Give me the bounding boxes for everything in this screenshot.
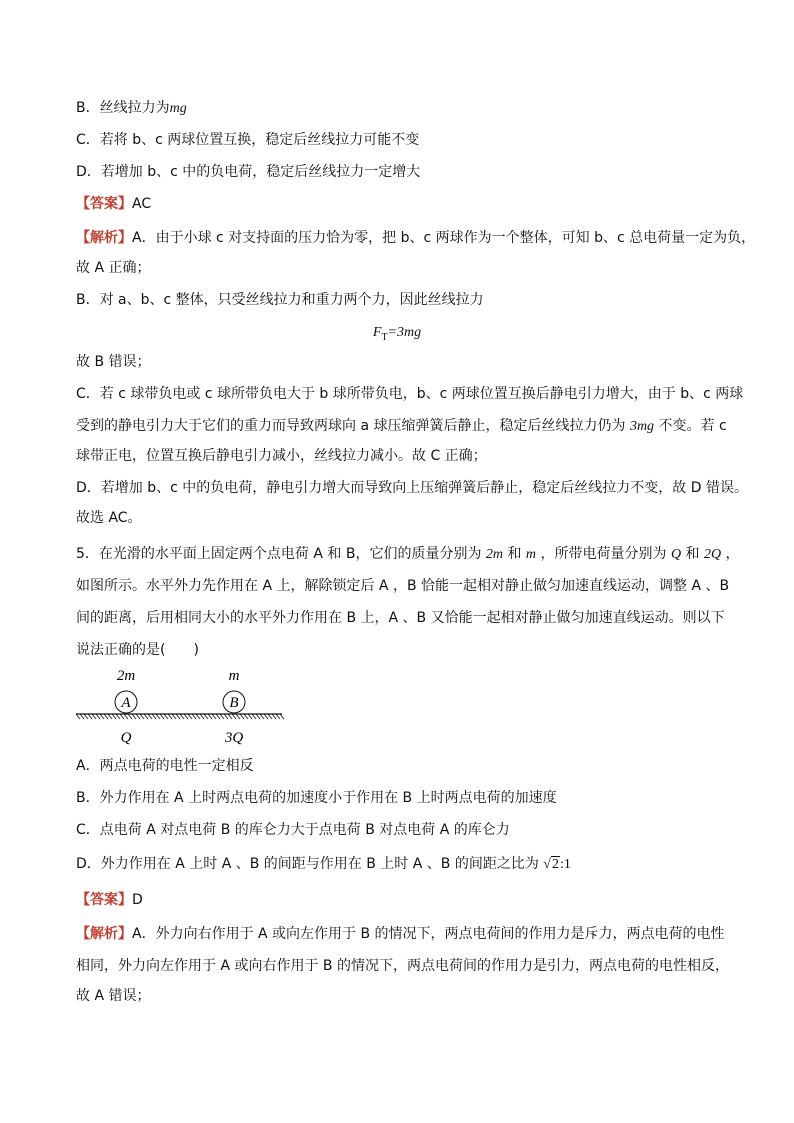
hatch-stroke [144, 714, 148, 719]
q5-option-d [76, 854, 571, 875]
hatch-stroke [216, 714, 220, 719]
hatch-stroke [228, 714, 232, 719]
q5-answer-line [76, 890, 143, 910]
analysis-line-4: 故 B 错误； [76, 354, 151, 370]
hatch-stroke [276, 714, 280, 719]
answer-line [76, 194, 151, 214]
hatch-stroke [256, 714, 260, 719]
hatch-stroke [180, 714, 184, 719]
q5-mass-b: m [525, 547, 537, 562]
question-5-line-1 [76, 544, 740, 565]
q5-charge-b: 2Q [703, 547, 722, 562]
mass-a-label: 2m [116, 668, 136, 684]
q5-option-b: B．外力作用在 A 上时两点电荷的加速度小于作用在 B 上时两点电荷的加速度 [76, 790, 557, 806]
c2-var: 3mg [629, 419, 655, 434]
hatch-stroke [168, 714, 172, 719]
hatch-stroke [280, 714, 284, 719]
hatch-stroke [212, 714, 216, 719]
option-d: D．若增加 b、c 中的负电荷，稳定后丝线拉力一定增大 [76, 164, 421, 180]
sqrt-radicand: 2 [551, 857, 559, 872]
hatch-stroke [192, 714, 196, 719]
hatch-stroke [268, 714, 272, 719]
analysis-a-text: A．由于小球 c 对支持面的压力恰为零，把 b、c 两球作为一个整体，可知 b、c 总电荷量一定为负， [132, 230, 756, 246]
sqrt-expression: √2 [543, 857, 559, 872]
option-b [76, 98, 187, 119]
hatch-stroke [136, 714, 140, 719]
c2-part-b: 不变。若 c [654, 418, 727, 434]
hatch-stroke [176, 714, 180, 719]
answer-value: AC [132, 196, 152, 212]
hatch-stroke [112, 714, 116, 719]
hatch-stroke [272, 714, 276, 719]
hatch-stroke [140, 714, 144, 719]
hatch-stroke [104, 714, 108, 719]
q5-option-d-text: D．外力作用在 A 上时 A 、B 的间距与作用在 B 上时 A 、B 的间距之比为 [76, 856, 544, 872]
hatch-stroke [264, 714, 268, 719]
hatch-stroke [80, 714, 84, 719]
ball-a-label: A [121, 695, 131, 711]
hatch-stroke [252, 714, 256, 719]
formula-sub: T [381, 331, 388, 343]
hatch-stroke [188, 714, 192, 719]
q5-option-c: C．点电荷 A 对点电荷 B 的库仑力大于点电荷 B 对点电荷 A 的库仑力 [76, 822, 510, 838]
hatch-stroke [156, 714, 160, 719]
hatch-stroke [96, 714, 100, 719]
hatch-stroke [116, 714, 120, 719]
option-c: C．若将 b、c 两球位置互换，稳定后丝线拉力可能不变 [76, 132, 420, 148]
charge-a-label: Q [120, 730, 132, 746]
hatch-stroke [84, 714, 88, 719]
c2-part-a: 受到的静电引力大于它们的重力而导致两球向 a 球压缩弹簧后静止，稳定后丝线拉力仍为 [76, 418, 630, 434]
formula-f: F [372, 325, 382, 340]
q5-answer-value: D [132, 892, 143, 908]
conclusion: 故选 AC。 [76, 510, 142, 526]
hatch-stroke [248, 714, 252, 719]
hatch-stroke [108, 714, 112, 719]
q5-option-a: A．两点电荷的电性一定相反 [76, 758, 254, 774]
question-5-line-2: 如图所示。水平外力先作用在 A 上，解除锁定后 A ，B 恰能一起相对静止做匀加速直线运动，调整 A 、B [76, 578, 730, 594]
answer-tag: 【答案】 [76, 196, 132, 212]
formula-rest: =3mg [387, 325, 422, 340]
analysis-line-1 [76, 228, 755, 248]
hatch-stroke [236, 714, 240, 719]
hatch-stroke [232, 714, 236, 719]
q5-analysis-text-1: A．外力向右作用于 A 或向左作用于 B 的情况下，两点电荷间的作用力是斥力，两点电荷的电性 [132, 926, 725, 942]
hatch-stroke [120, 714, 124, 719]
hatch-stroke [128, 714, 132, 719]
q5-charge-a: Q [670, 547, 682, 562]
hatch-stroke [200, 714, 204, 719]
q5-analysis-line-2: 相同，外力向左作用于 A 或向右作用于 B 的情况下，两点电荷间的作用力是引力，两点电荷的电性相反， [76, 958, 729, 974]
ratio-tail: :1 [559, 857, 571, 872]
hatch-stroke [204, 714, 208, 719]
analysis-line-7: 球带正电，位置互换后静电引力减小，丝线拉力减小。故 C 正确； [76, 448, 487, 464]
hatch-stroke [164, 714, 168, 719]
analysis-tag: 【解析】 [76, 230, 132, 246]
hatch-stroke [76, 714, 80, 719]
hatch-stroke [172, 714, 176, 719]
question-5-line-4: 说法正确的是( ) [76, 642, 199, 658]
q5-text-b: 和 [503, 546, 526, 562]
charges-diagram [76, 664, 288, 750]
charge-b-label: 3Q [224, 730, 244, 746]
q5-mass-a: 2m [485, 547, 504, 562]
hatch-stroke [220, 714, 224, 719]
hatch-stroke [240, 714, 244, 719]
analysis-line-3: B．对 a、b、c 整体，只受丝线拉力和重力两个力，因此丝线拉力 [76, 292, 484, 308]
analysis-line-2: 故 A 正确； [76, 260, 151, 276]
ball-b-label: B [229, 695, 239, 711]
hatch-stroke [184, 714, 188, 719]
q5-text-e: ， [721, 546, 740, 562]
q5-analysis-tag: 【解析】 [76, 926, 132, 942]
hatch-stroke [260, 714, 264, 719]
hatch-stroke [224, 714, 228, 719]
hatch-stroke [148, 714, 152, 719]
hatch-stroke [132, 714, 136, 719]
q5-answer-tag: 【答案】 [76, 892, 132, 908]
analysis-line-8: D．若增加 b、c 中的负电荷，静电引力增大而导致向上压缩弹簧后静止，稳定后丝线拉力不变，故 D 错误。 [76, 480, 748, 496]
hatch-stroke [208, 714, 212, 719]
hatch-stroke [100, 714, 104, 719]
q5-text-c: ，所带电荷量分别为 [536, 546, 671, 562]
question-5-line-3: 间的距离，后用相同大小的水平外力作用在 B 上，A 、B 又恰能一起相对静止做匀加速直线运动。则以下 [76, 610, 725, 626]
hatch-stroke [124, 714, 128, 719]
hatch-stroke [92, 714, 96, 719]
analysis-line-6 [76, 416, 727, 437]
hatch-stroke [152, 714, 156, 719]
formula-tension [0, 322, 794, 348]
hatch-stroke [196, 714, 200, 719]
q5-text-d: 和 [681, 546, 704, 562]
q5-text-a: 5．在光滑的水平面上固定两个点电荷 A 和 B，它们的质量分别为 [76, 546, 486, 562]
analysis-line-5: C．若 c 球带负电或 c 球所带负电大于 b 球所带负电，b、c 两球位置互换后静电引力增大，由于 b、c 两球 [76, 386, 744, 402]
q5-analysis-line-1 [76, 924, 725, 944]
option-b-text: B．丝线拉力为 [76, 100, 170, 116]
hatch-stroke [160, 714, 164, 719]
q5-analysis-line-3: 故 A 错误； [76, 988, 151, 1004]
hatch-stroke [88, 714, 92, 719]
ground-hatching [76, 714, 284, 719]
hatch-stroke [244, 714, 248, 719]
option-b-var: mg [169, 101, 187, 116]
mass-b-label: m [228, 668, 240, 684]
